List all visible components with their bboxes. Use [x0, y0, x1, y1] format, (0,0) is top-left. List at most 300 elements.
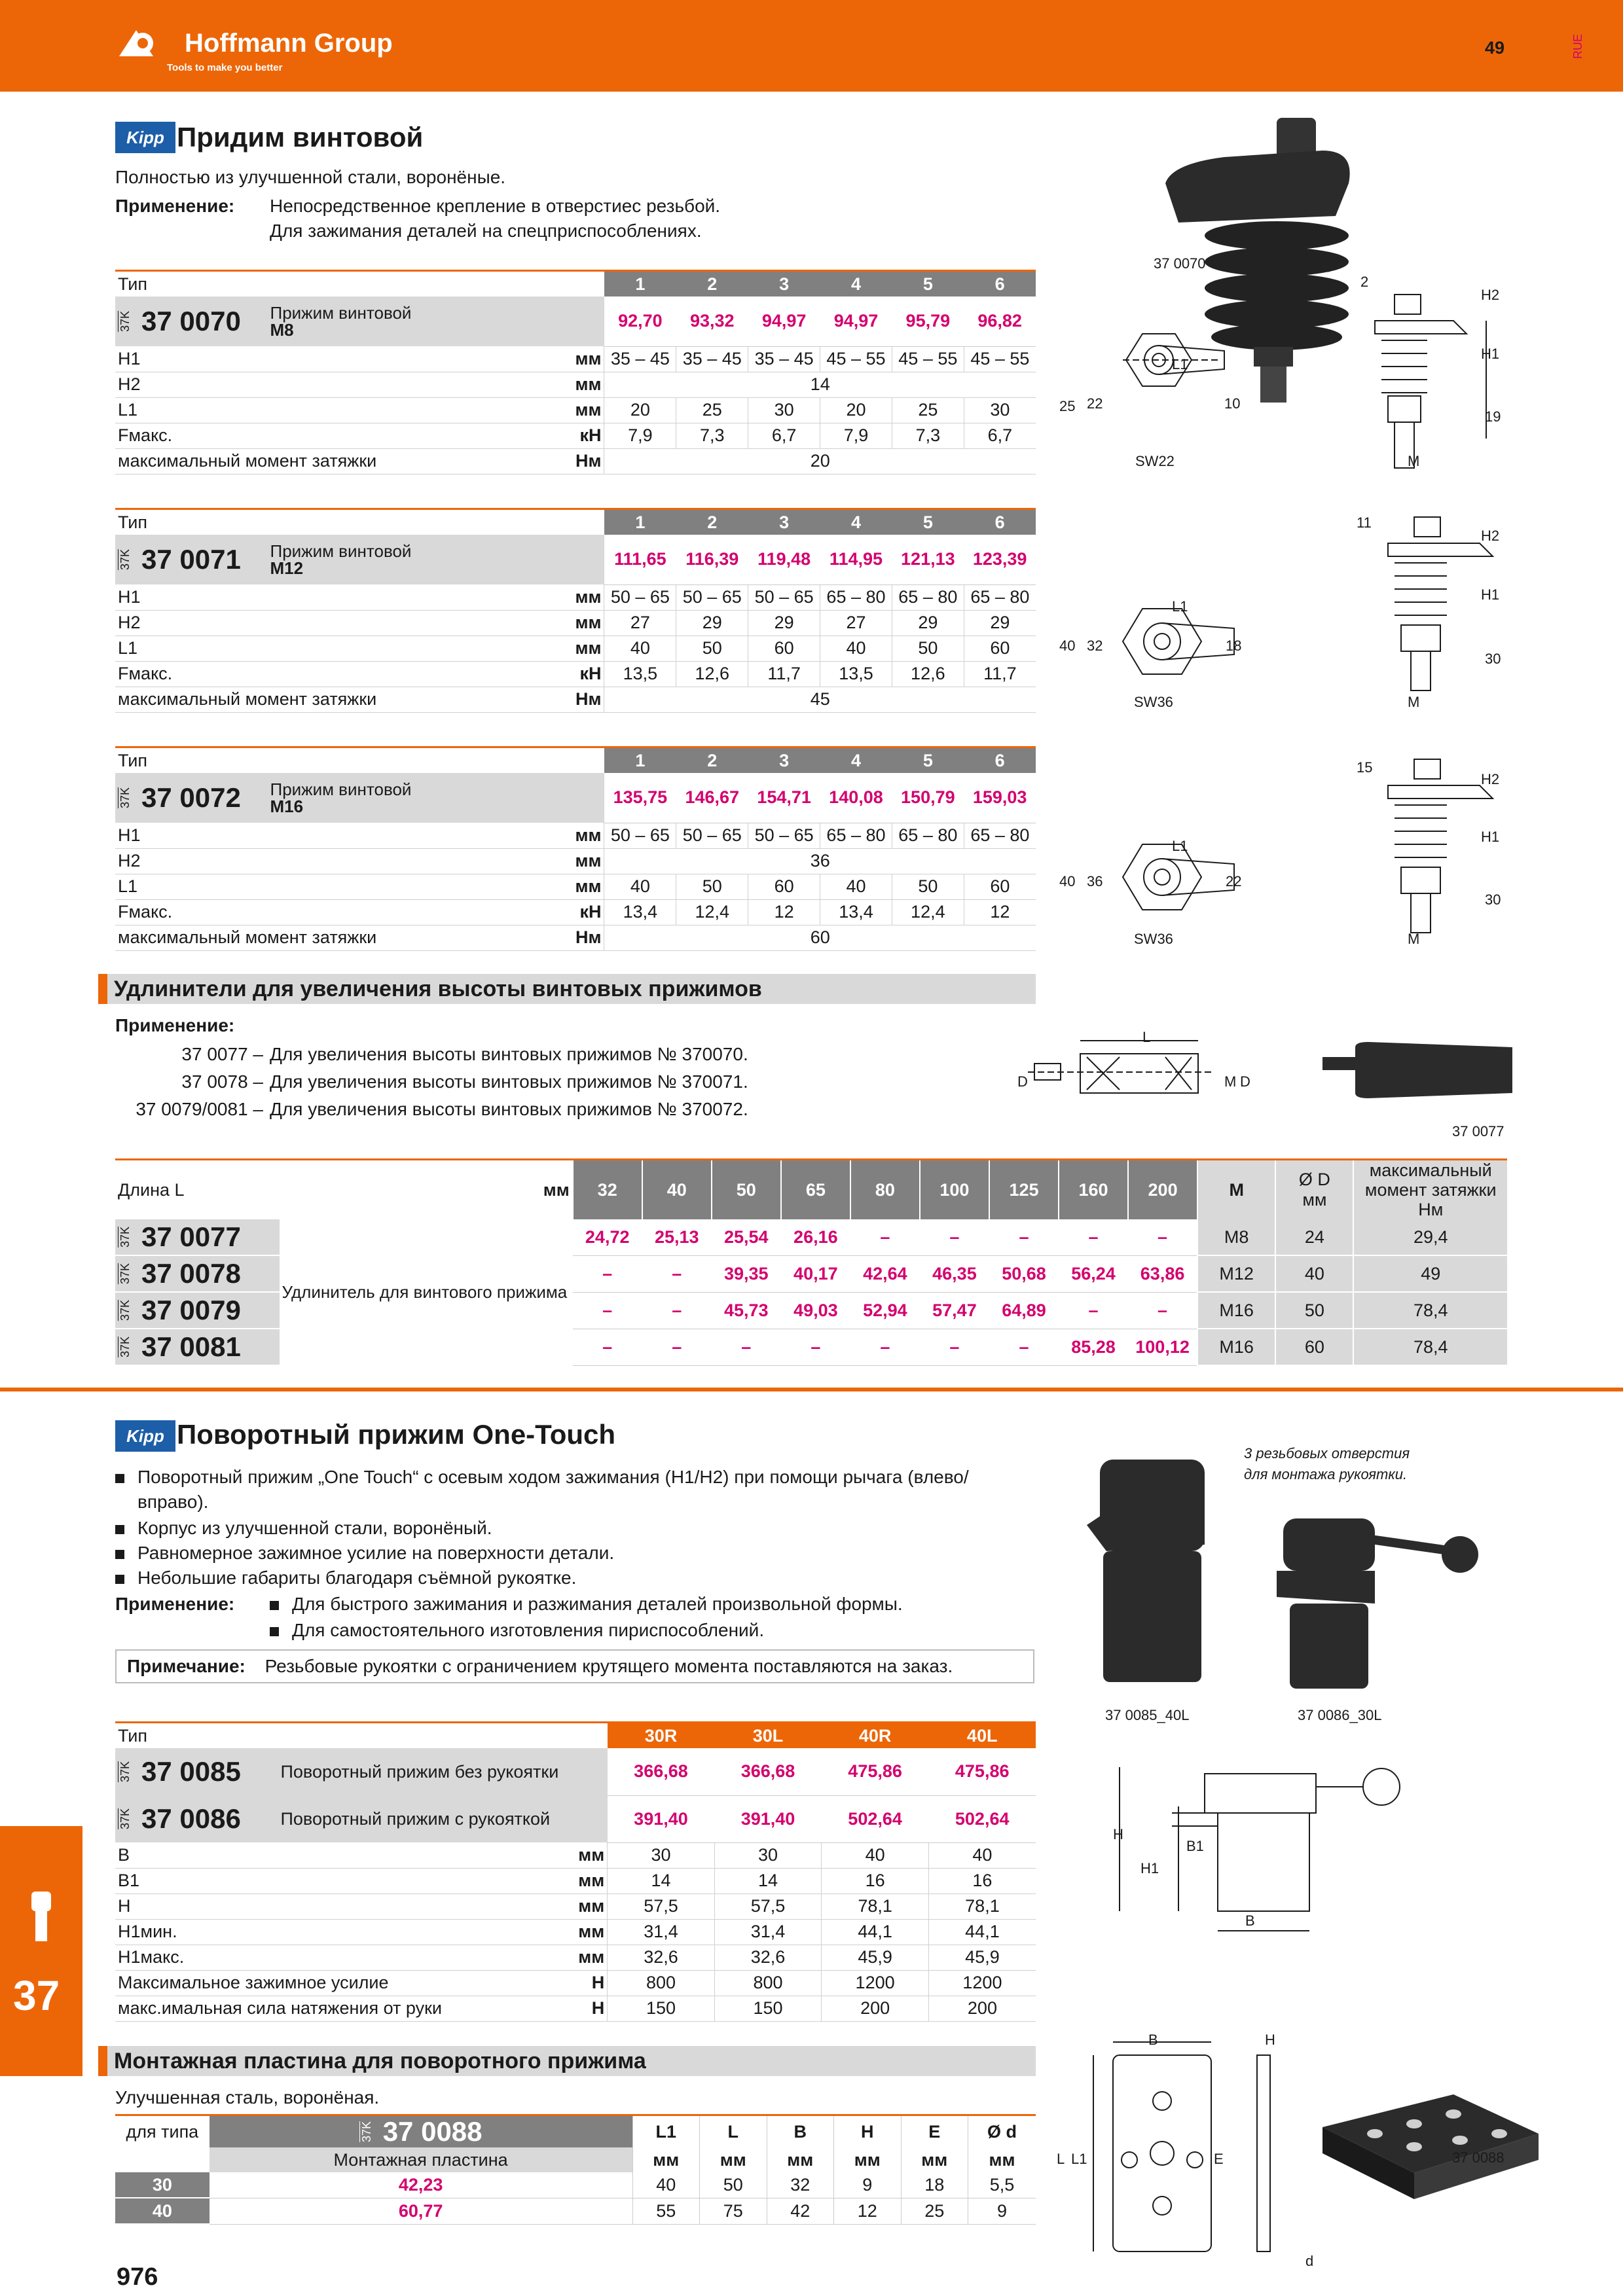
dim-label: L1	[1172, 838, 1188, 854]
price-cell: 45,73	[712, 1292, 781, 1329]
param-value: 57,5	[608, 1893, 715, 1919]
brand-name: Hoffmann Group	[185, 29, 393, 58]
article-number[interactable]: 37K 37 0086	[115, 1795, 278, 1842]
unit-header: мм	[901, 2147, 968, 2172]
price-cell: 94,97	[820, 296, 892, 346]
price-cell: –	[1059, 1219, 1128, 1255]
param-unit: мм	[456, 397, 604, 423]
dim-label: B	[1245, 1912, 1255, 1929]
extender-app-code: 37 0079/0081 –	[136, 1099, 263, 1119]
spec-cell: 78,4	[1353, 1292, 1507, 1329]
dim-label: 32	[1087, 637, 1103, 654]
length-header: 100	[920, 1160, 989, 1220]
swivel-drawing	[1100, 1741, 1440, 1950]
plate-photo-caption: 37 0088	[1452, 2149, 1504, 2166]
param-value: 7,3	[892, 423, 964, 448]
price-cell: 366,68	[714, 1748, 822, 1795]
param-value: 78,1	[822, 1893, 929, 1919]
price-cell: 111,65	[604, 535, 676, 584]
for-type-label: для типа	[115, 2115, 210, 2148]
param-value: 65 – 80	[820, 584, 892, 610]
price-cell: –	[642, 1292, 712, 1329]
type-header: 40L	[928, 1723, 1036, 1749]
param-value: 42	[767, 2198, 834, 2224]
price-cell: 49,03	[781, 1292, 850, 1329]
param-value: 40	[820, 874, 892, 899]
price-cell: 116,39	[676, 535, 748, 584]
param-value: 35 – 45	[748, 346, 820, 372]
param-value: 13,5	[604, 661, 676, 687]
price-cell: 159,03	[964, 773, 1036, 823]
param-value: 65 – 80	[964, 823, 1036, 848]
param-value: 35 – 45	[604, 346, 676, 372]
price-cell: 64,89	[989, 1292, 1059, 1329]
param-value: 65 – 80	[892, 584, 964, 610]
diameter-header: Ø D мм	[1275, 1160, 1353, 1220]
price-cell: –	[642, 1255, 712, 1292]
param-label: максимальный момент затяжки	[115, 448, 456, 474]
param-value: 12,6	[892, 661, 964, 687]
param-value: 60	[604, 925, 1036, 950]
length-header: 50	[712, 1160, 781, 1220]
spec-cell: 50	[1275, 1292, 1353, 1329]
section-title-plate: Монтажная пластина для поворотного прижима	[98, 2046, 1036, 2076]
price-cell: –	[573, 1292, 642, 1329]
type-header: 30L	[714, 1723, 822, 1749]
spec-cell: 49	[1353, 1255, 1507, 1292]
price-cell: 119,48	[748, 535, 820, 584]
dim-label: 2	[1360, 274, 1369, 290]
param-value: 40	[822, 1842, 929, 1868]
param-value: 45 – 55	[892, 346, 964, 372]
param-value: 45	[604, 687, 1036, 712]
thread-header: M	[1197, 1160, 1275, 1220]
spacer	[456, 535, 604, 584]
param-value: 18	[901, 2172, 968, 2198]
param-label: H1	[115, 823, 456, 848]
param-unit: мм	[575, 1842, 607, 1868]
hoffmann-logo-icon	[117, 27, 181, 59]
param-unit: мм	[456, 636, 604, 661]
price-cell: 56,24	[1059, 1255, 1128, 1292]
price-cell: 502,64	[928, 1795, 1036, 1842]
param-label: H2	[115, 848, 456, 874]
length-header: 200	[1128, 1160, 1197, 1220]
extender-app-text: Для увеличения высоты винтовых прижимов № 370072.	[270, 1099, 748, 1119]
spacer	[456, 296, 604, 346]
dim-label: SW36	[1134, 694, 1173, 710]
param-value: 45,9	[928, 1945, 1036, 1970]
section-title-extenders: Удлинители для увеличения высоты винтовых прижимов	[98, 974, 1036, 1004]
extender-drawing	[1015, 1028, 1552, 1119]
param-value: 65 – 80	[892, 823, 964, 848]
price-cell: 42,23	[210, 2172, 632, 2198]
param-value: 30	[714, 1842, 822, 1868]
type-header: 4	[820, 271, 892, 297]
spec-cell: M16	[1197, 1292, 1275, 1329]
swivel-table	[115, 1721, 1036, 2022]
spacer	[115, 2147, 210, 2172]
param-label: L1	[115, 874, 456, 899]
param-label: H1макс.	[115, 1945, 575, 1970]
screw-clamp-icon	[25, 1892, 58, 1944]
param-unit: мм	[456, 823, 604, 848]
param-value: 40	[604, 636, 676, 661]
dim-label: M	[1408, 931, 1420, 947]
type-header: 1	[604, 509, 676, 535]
price-cell: 96,82	[964, 296, 1036, 346]
extender-app-text: Для увеличения высоты винтовых прижимов № 370071.	[270, 1071, 748, 1092]
dim-label: 30	[1485, 891, 1501, 908]
price-cell: 95,79	[892, 296, 964, 346]
kipp-logo: Kipp	[115, 1420, 175, 1452]
price-cell: 114,95	[820, 535, 892, 584]
dim-label: H2	[1481, 528, 1500, 544]
length-label: Длина L	[115, 1160, 492, 1220]
price-cell: –	[1128, 1292, 1197, 1329]
spec-cell: 78,4	[1353, 1329, 1507, 1365]
clamp-intro: Полностью из улучшенной стали, воронёные.	[115, 167, 506, 187]
dim-label: SW22	[1135, 453, 1175, 469]
extender-app-text: Для увеличения высоты винтовых прижимов № 370070.	[270, 1044, 748, 1064]
region-code: RUE	[1571, 34, 1584, 60]
param-value: 50 – 65	[676, 823, 748, 848]
price-cell: –	[573, 1255, 642, 1292]
price-cell: 25,13	[642, 1219, 712, 1255]
clamp-application-line-2: Для зажимания деталей на спецприспособлениях.	[270, 221, 702, 241]
dim-label: SW36	[1134, 931, 1173, 947]
param-value: 50	[676, 636, 748, 661]
param-value: 30	[964, 397, 1036, 423]
param-value: 200	[822, 1996, 929, 2021]
type-header: 1	[604, 747, 676, 774]
param-value: 78,1	[928, 1893, 1036, 1919]
section-title-swivel: Поворотный прижим One-Touch	[177, 1419, 616, 1450]
article-number[interactable]: 37K 37 0085	[115, 1748, 278, 1795]
length-header: 125	[989, 1160, 1059, 1220]
param-value: 60	[964, 874, 1036, 899]
param-value: 57,5	[714, 1893, 822, 1919]
type-header: 2	[676, 271, 748, 297]
price-cell: 475,86	[822, 1748, 929, 1795]
price-cell: 50,68	[989, 1255, 1059, 1292]
article-number[interactable]: 37K 37 0088	[210, 2115, 632, 2148]
clamp-drawing-m8	[1061, 268, 1604, 478]
type-cell: 40	[115, 2198, 210, 2224]
swivel-bullet: Корпус из улучшенной стали, воронёный.	[115, 1516, 492, 1541]
param-value: 29	[892, 610, 964, 636]
param-value: 1200	[822, 1970, 929, 1996]
param-value: 12,4	[892, 899, 964, 925]
unit-header: мм	[767, 2147, 834, 2172]
type-header: 3	[748, 747, 820, 774]
type-header: 5	[892, 509, 964, 535]
price-cell: –	[573, 1329, 642, 1365]
param-value: 200	[928, 1996, 1036, 2021]
param-value: 11,7	[748, 661, 820, 687]
price-cell: 92,70	[604, 296, 676, 346]
param-value: 44,1	[822, 1919, 929, 1945]
page-header	[0, 0, 1623, 92]
param-value: 1200	[928, 1970, 1036, 1996]
spec-cell: M12	[1197, 1255, 1275, 1292]
unit-header: мм	[700, 2147, 767, 2172]
price-cell: –	[712, 1329, 781, 1365]
unit-header: мм	[632, 2147, 700, 2172]
price-cell: –	[642, 1329, 712, 1365]
dim-label: 36	[1087, 873, 1103, 889]
param-label: H1	[115, 346, 456, 372]
swivel-bullet: Равномерное зажимное усилие на поверхности детали.	[115, 1541, 614, 1566]
chapter-tab[interactable]	[0, 1826, 82, 2076]
param-value: 44,1	[928, 1919, 1036, 1945]
swivel-bullet: Поворотный прижим „One Touch“ с осевым ходом зажимания (H1/H2) при помощи рычага (влево/	[115, 1465, 969, 1490]
dim-label: M	[1408, 694, 1420, 710]
type-header: 5	[892, 747, 964, 774]
article-number[interactable]: 37K 37 0072	[115, 773, 268, 823]
clamp-photo-caption: 37 0070	[1154, 255, 1206, 272]
param-value: 5,5	[968, 2172, 1036, 2198]
param-value: 11,7	[964, 661, 1036, 687]
param-unit: мм	[575, 1868, 607, 1893]
param-value: 25	[892, 397, 964, 423]
chapter-number: 37	[13, 1972, 60, 2019]
extender-table	[115, 1158, 1507, 1366]
extender-description: Удлинитель для винтового прижима	[282, 1282, 568, 1302]
spec-cell: M16	[1197, 1329, 1275, 1365]
length-header: 80	[850, 1160, 920, 1220]
param-value: 50	[892, 636, 964, 661]
param-value: 7,3	[676, 423, 748, 448]
spacer	[456, 773, 604, 823]
column-header: E	[901, 2115, 968, 2148]
price-cell: 475,86	[928, 1748, 1036, 1795]
param-value: 12	[834, 2198, 902, 2224]
param-value: 45 – 55	[964, 346, 1036, 372]
param-value: 60	[748, 874, 820, 899]
swivel-bullet: Небольшие габариты благодаря съёмной рукоятке.	[115, 1566, 576, 1590]
dim-label: H1	[1481, 586, 1500, 603]
article-number[interactable]: 37K 37 0078	[115, 1255, 280, 1292]
param-value: 27	[604, 610, 676, 636]
param-value: 45,9	[822, 1945, 929, 1970]
type-header: 6	[964, 747, 1036, 774]
param-label: L1	[115, 636, 456, 661]
type-header: 6	[964, 509, 1036, 535]
price-cell: 63,86	[1128, 1255, 1197, 1292]
param-unit: Нм	[456, 448, 604, 474]
dim-label: L	[1057, 2151, 1065, 2167]
param-value: 20	[604, 448, 1036, 474]
param-unit: мм	[456, 848, 604, 874]
price-cell: –	[1059, 1292, 1128, 1329]
dim-label: 15	[1357, 759, 1373, 776]
param-value: 25	[676, 397, 748, 423]
clamp-spec-table	[115, 746, 1036, 951]
param-label: H1мин.	[115, 1919, 575, 1945]
param-value: 40	[604, 874, 676, 899]
dim-label: 30	[1485, 651, 1501, 667]
price-cell: –	[850, 1219, 920, 1255]
price-cell: 150,79	[892, 773, 964, 823]
param-value: 7,9	[604, 423, 676, 448]
param-value: 50	[700, 2172, 767, 2198]
article-description: Прижим винтовой M12	[268, 535, 457, 584]
dim-label: H2	[1481, 287, 1500, 303]
swivel-callout-2: для монтажа рукоятки.	[1244, 1466, 1408, 1482]
param-value: 30	[608, 1842, 715, 1868]
catalog-page-number: 49	[1485, 38, 1505, 58]
param-value: 20	[604, 397, 676, 423]
spec-cell: 24	[1275, 1219, 1353, 1255]
param-value: 13,4	[604, 899, 676, 925]
swivel-photo-caption-2: 37 0086_30L	[1298, 1707, 1382, 1723]
param-value: 12,6	[676, 661, 748, 687]
plate-intro: Улучшенная сталь, воронёная.	[115, 2087, 380, 2108]
article-number[interactable]: 37K 37 0070	[115, 296, 268, 346]
param-value: 14	[714, 1868, 822, 1893]
param-value: 27	[820, 610, 892, 636]
type-header: 30R	[608, 1723, 715, 1749]
unit-header: мм	[968, 2147, 1036, 2172]
param-value: 16	[928, 1868, 1036, 1893]
column-header: L	[700, 2115, 767, 2148]
param-value: 45 – 55	[820, 346, 892, 372]
param-unit: мм	[575, 1893, 607, 1919]
dim-label: B	[1148, 2032, 1158, 2048]
price-cell: 154,71	[748, 773, 820, 823]
price-cell: 502,64	[822, 1795, 929, 1842]
param-value: 50	[676, 874, 748, 899]
article-description: Прижим винтовой M16	[268, 773, 457, 823]
dim-label: 22	[1226, 873, 1242, 889]
dim-label: H1	[1481, 829, 1500, 845]
article-description: Прижим винтовой M8	[268, 296, 457, 346]
price-cell: –	[920, 1329, 989, 1365]
param-label: макс.имальная сила натяжения от руки	[115, 1996, 575, 2021]
unit-header: мм	[834, 2147, 902, 2172]
param-label: B	[115, 1842, 575, 1868]
price-cell: 391,40	[608, 1795, 715, 1842]
param-label: максимальный момент затяжки	[115, 925, 456, 950]
param-value: 55	[632, 2198, 700, 2224]
price-cell: 135,75	[604, 773, 676, 823]
article-number[interactable]: 37K 37 0071	[115, 535, 268, 584]
param-value: 800	[714, 1970, 822, 1996]
price-cell: –	[781, 1329, 850, 1365]
swivel-application-1: Для быстрого зажимания и разжимания деталей произвольной формы.	[270, 1592, 903, 1617]
length-header: 32	[573, 1160, 642, 1220]
param-value: 65 – 80	[820, 823, 892, 848]
dim-label: 11	[1357, 514, 1372, 531]
article-number[interactable]: 37K 37 0079	[115, 1292, 280, 1329]
article-number[interactable]: 37K 37 0077	[115, 1219, 280, 1255]
param-value: 7,9	[820, 423, 892, 448]
param-value: 6,7	[748, 423, 820, 448]
param-label: Максимальное зажимное усилие	[115, 1970, 575, 1996]
param-value: 50 – 65	[604, 823, 676, 848]
dim-label: 40	[1059, 637, 1076, 654]
param-value: 40	[928, 1842, 1036, 1868]
param-label: H2	[115, 610, 456, 636]
clamp-spec-table	[115, 508, 1036, 713]
spec-cell: 60	[1275, 1329, 1353, 1365]
param-unit: кН	[456, 423, 604, 448]
param-unit: кН	[456, 899, 604, 925]
extender-app-code: 37 0077 –	[181, 1044, 263, 1064]
price-cell: 140,08	[820, 773, 892, 823]
type-label: Тип	[115, 747, 604, 774]
article-number[interactable]: 37K 37 0081	[115, 1329, 280, 1365]
extender-photo-caption: 37 0077	[1452, 1123, 1504, 1139]
type-header: 6	[964, 271, 1036, 297]
param-label: максимальный момент затяжки	[115, 687, 456, 712]
param-value: 35 – 45	[676, 346, 748, 372]
param-value: 50 – 65	[748, 823, 820, 848]
param-label: B1	[115, 1868, 575, 1893]
param-unit: Нм	[456, 925, 604, 950]
spec-cell: 29,4	[1353, 1219, 1507, 1255]
price-cell: 93,32	[676, 296, 748, 346]
param-value: 65 – 80	[964, 584, 1036, 610]
param-unit: мм	[575, 1945, 607, 1970]
param-value: 14	[608, 1868, 715, 1893]
param-label: H	[115, 1893, 575, 1919]
price-cell: 94,97	[748, 296, 820, 346]
type-header: 3	[748, 271, 820, 297]
param-value: 13,4	[820, 899, 892, 925]
length-header: 160	[1059, 1160, 1128, 1220]
price-cell: 42,64	[850, 1255, 920, 1292]
param-label: H1	[115, 584, 456, 610]
param-value: 50	[892, 874, 964, 899]
price-cell: 52,94	[850, 1292, 920, 1329]
param-label: L1	[115, 397, 456, 423]
price-cell: 39,35	[712, 1255, 781, 1292]
price-cell: 26,16	[781, 1219, 850, 1255]
param-value: 32	[767, 2172, 834, 2198]
param-label: Fмакс.	[115, 423, 456, 448]
torque-header: максимальный момент затяжки Нм	[1353, 1160, 1507, 1220]
dim-label: d	[1305, 2253, 1314, 2269]
param-value: 12	[748, 899, 820, 925]
price-cell: –	[989, 1329, 1059, 1365]
length-header: 40	[642, 1160, 712, 1220]
column-header: L1	[632, 2115, 700, 2148]
price-cell: 40,17	[781, 1255, 850, 1292]
swivel-application-2: Для самостоятельного изготовления пириспособлений.	[270, 1618, 764, 1643]
dim-label: H1	[1140, 1860, 1159, 1876]
article-description: Поворотный прижим без рукоятки	[278, 1748, 607, 1795]
plate-description: Монтажная пластина	[210, 2147, 632, 2172]
swivel-application-label: Применение:	[115, 1594, 235, 1614]
swivel-note: Примечание: Резьбовые рукоятки с ограничением крутящего момента поставляются на заказ.	[115, 1649, 1034, 1683]
type-header: 2	[676, 509, 748, 535]
param-value: 20	[820, 397, 892, 423]
brand-tagline: Tools to make you better	[167, 62, 283, 73]
param-unit: Н	[575, 1996, 607, 2021]
param-value: 29	[676, 610, 748, 636]
param-value: 16	[822, 1868, 929, 1893]
dim-label: H	[1265, 2032, 1275, 2048]
dim-label: B1	[1186, 1838, 1204, 1854]
price-cell: –	[1128, 1219, 1197, 1255]
column-header: H	[834, 2115, 902, 2148]
dim-label: M	[1224, 1073, 1237, 1090]
price-cell: 60,77	[210, 2198, 632, 2224]
param-value: 40	[820, 636, 892, 661]
section-divider	[0, 1388, 1623, 1391]
